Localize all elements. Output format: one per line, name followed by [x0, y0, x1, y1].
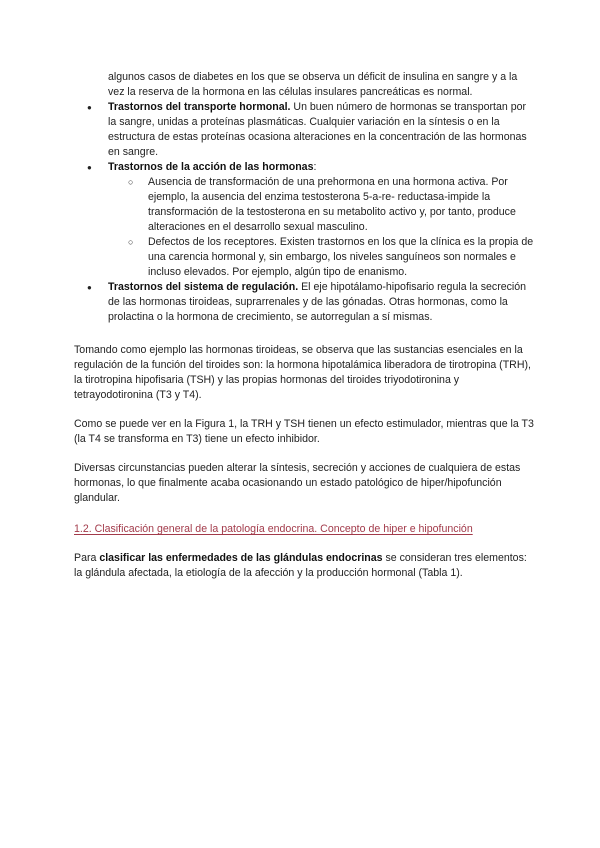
item-title: Trastornos de la acción de las hormonas [108, 161, 314, 173]
disorders-list [74, 100, 534, 325]
paragraph: Diversas circunstancias pueden alterar la síntesis, secreción y acciones de cualquiera de estas hormonas, lo que finalmente acaba ocasionando un estado patológico de hiper/hipofunción glandular. [74, 462, 521, 504]
paragraph: Tomando como ejemplo las hormonas tiroideas, se observa que las sustancias esenciales en la regulación de la función del tiroides son: la hormona hipotalámica liberadora de tirotropina (TRH), la tirotropina hipofisaria (TSH) y las propias hormonas del tiroides triyodotironina y tetrayodotironina (T3 y T4). [74, 344, 531, 401]
list-item-regulation [74, 280, 534, 325]
item-text: El eje hipotálamo-hipofisario regula la secreción de las hormonas tiroideas, suprarrenales y de las gónadas. Otras hormonas, como la prolactina o la hormona de crecimiento, se autorregulan a sí mismas. [108, 281, 527, 323]
section-heading-link[interactable]: 1.2. Clasificación general de la patología endocrina. Concepto de hiper e hipofunción [74, 523, 473, 535]
final-prefix: Para [74, 552, 100, 564]
list-item-action [74, 160, 534, 280]
sublist-item: ○ Ausencia de transformación de una prehormona en una hormona activa. Por ejemplo, la ausencia del enzima testosterona 5-a-re- reductasa-impide la transformación de la testosterona en su metabolito activo y, por tanto, produce alteraciones en el desarrollo sexual masculino. [108, 175, 534, 235]
item-text: : [313, 161, 317, 173]
document-body [74, 70, 534, 581]
final-bold: clasificar las enfermedades de las glándulas endocrinas [99, 552, 383, 564]
item-text: Un buen número de hormonas se transportan por la sangre, unidas a proteínas plasmáticas. Cualquier variación en la síntesis o en la estructura de estas proteínas ocasiona alteraciones en la concentración de las hormonas en sangre. [108, 101, 527, 158]
continuation-text: algunos casos de diabetes en los que se observa un déficit de insulina en sangre y a la vez la reserva de la hormona en las células insulares pancreáticas es normal. [108, 71, 518, 98]
final-suffix: se consideran tres elementos: la glándula afectada, la etiología de la afección y la producción hormonal (Tabla 1). [74, 552, 527, 579]
action-sublist [108, 175, 534, 280]
item-title: Trastornos del sistema de regulación. [108, 281, 299, 293]
final-paragraph [74, 551, 534, 581]
sublist-item: ○ Defectos de los receptores. Existen trastornos en los que la clínica es la propia de una carencia hormonal y, sin embargo, los niveles sanguíneos son normales e incluso elevados. Por ejemplo, algún tipo de enanismo. [108, 235, 534, 280]
list-item-transport [74, 100, 534, 160]
item-title: Trastornos del transporte hormonal. [108, 101, 291, 113]
paragraph: Como se puede ver en la Figura 1, la TRH y TSH tienen un efecto estimulador, mientras que la T3 (la T4 se transforma en T3) tiene un efecto inhibidor. [74, 418, 534, 445]
